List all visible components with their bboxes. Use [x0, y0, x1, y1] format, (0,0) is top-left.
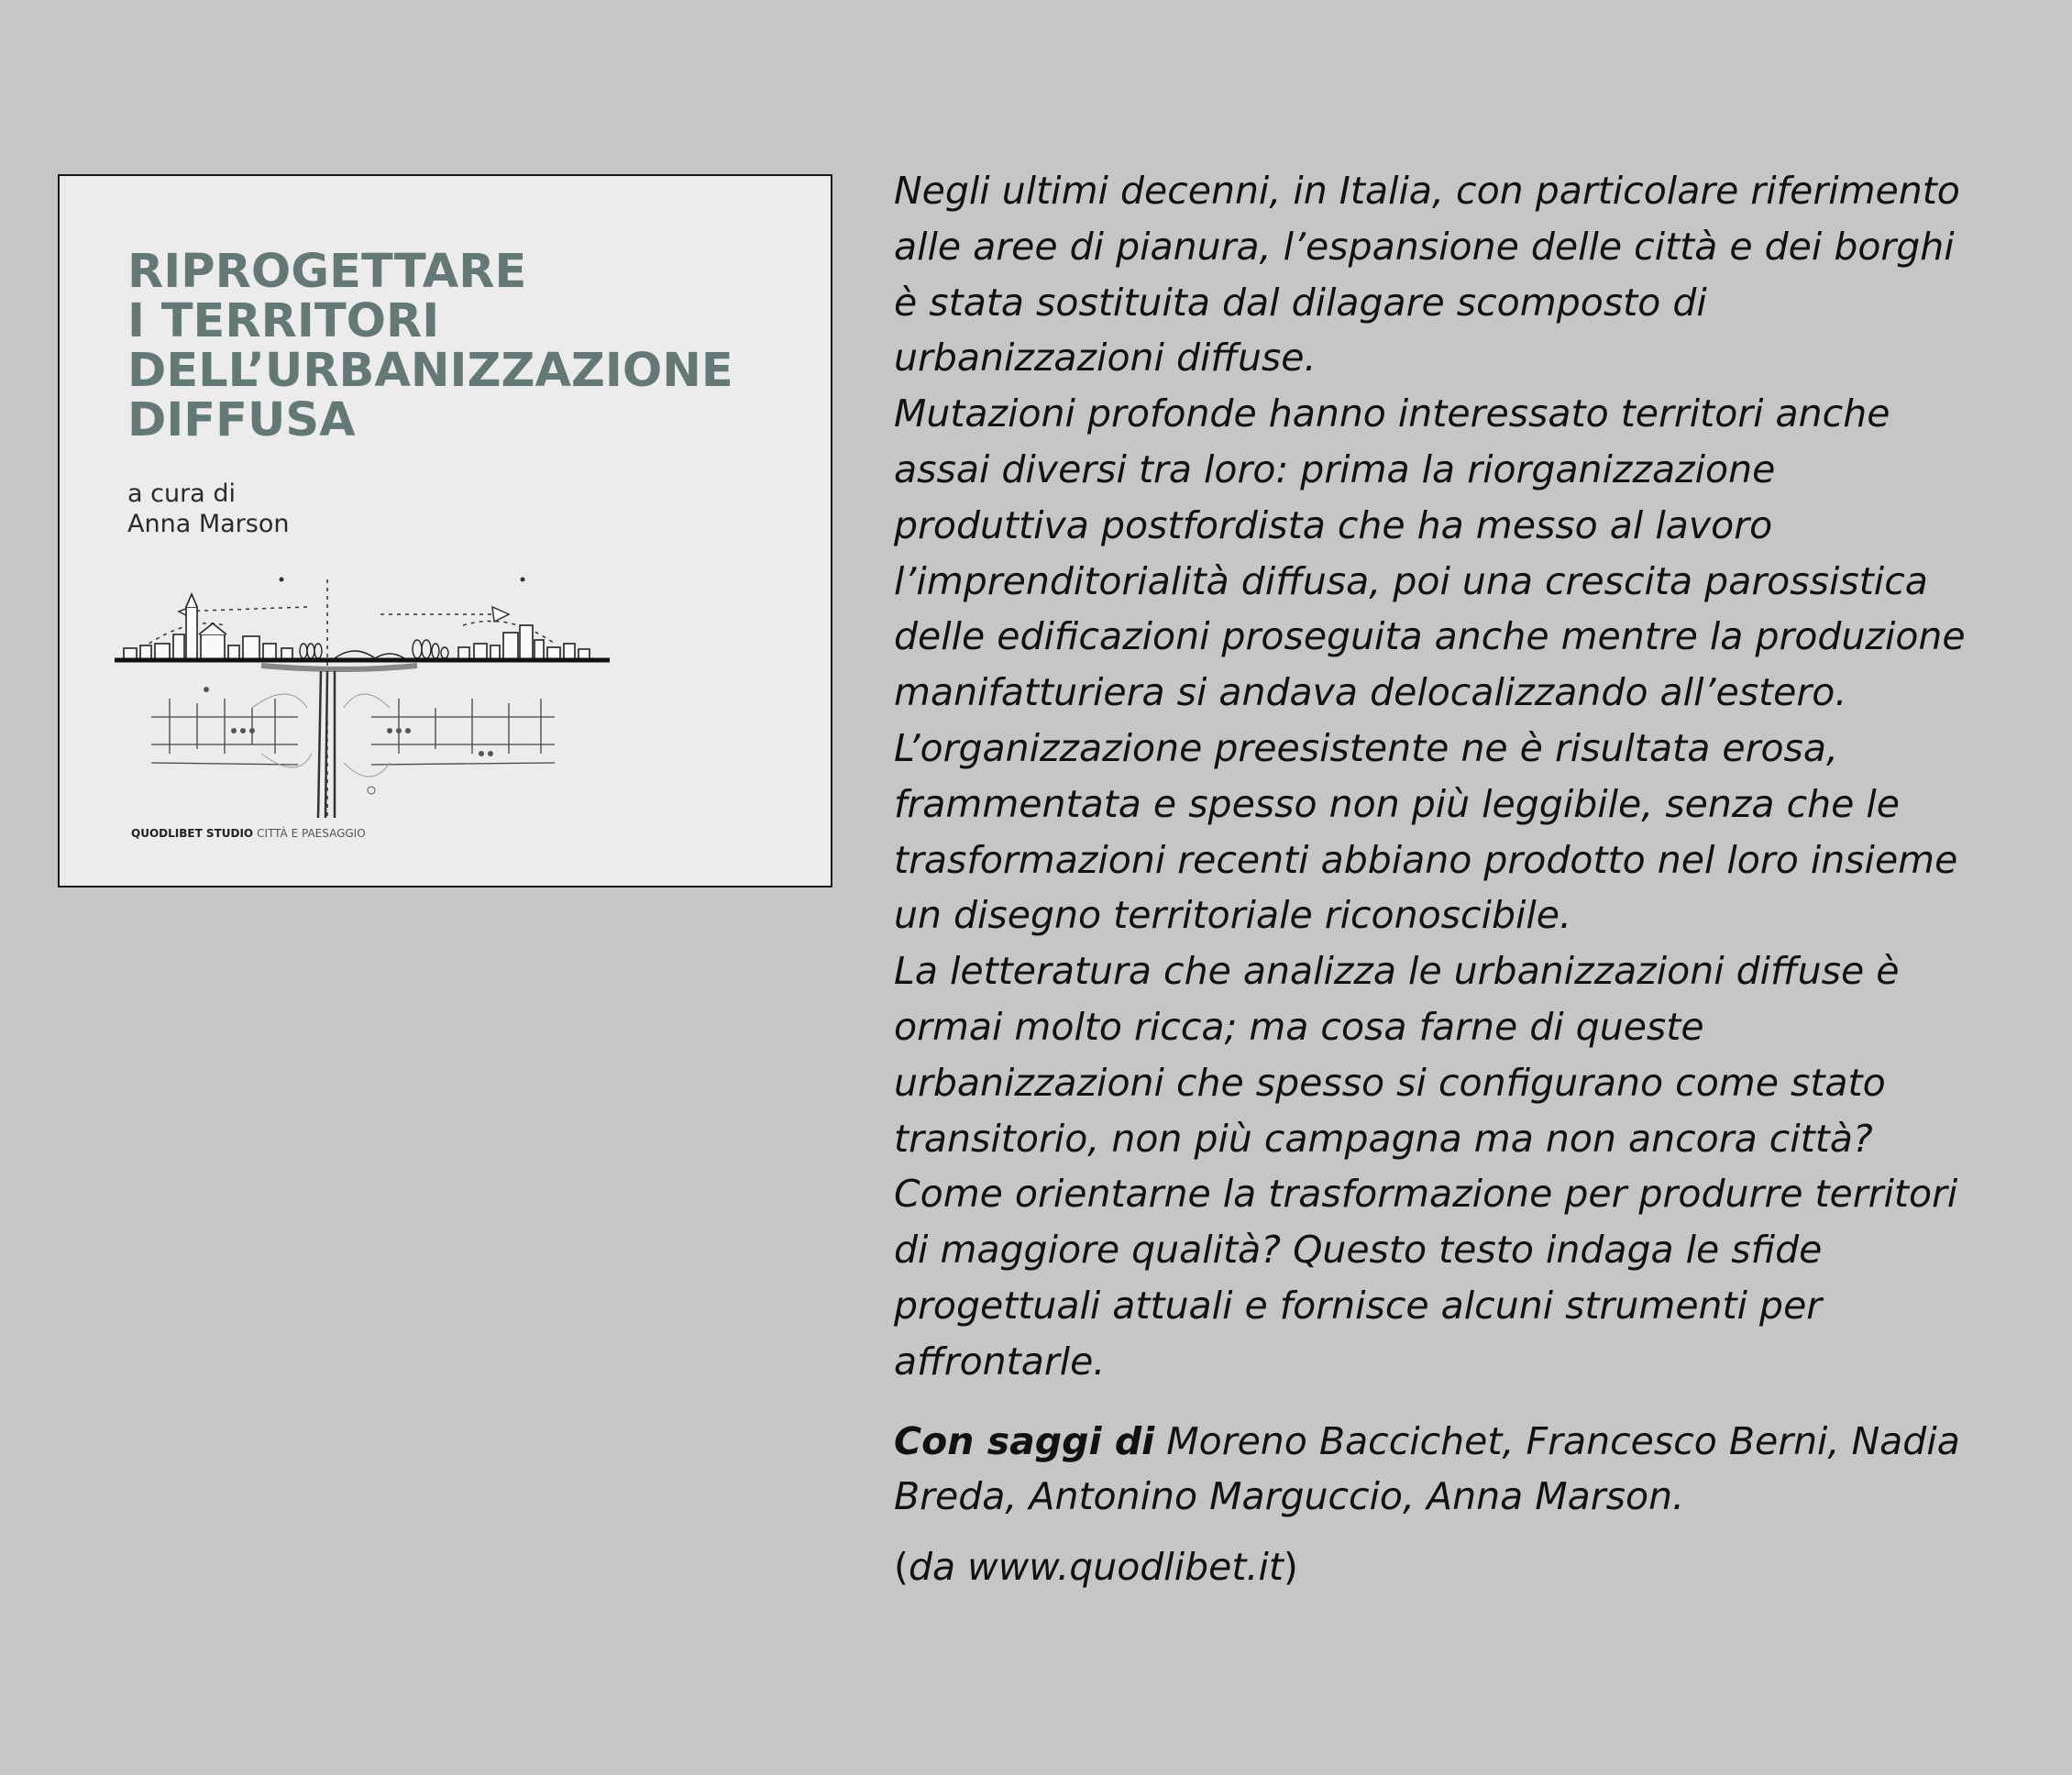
description-line: manifatturiera si andava delocalizzando all’estero. [894, 670, 1847, 715]
description-line: L’organizzazione preesistente ne è risultata erosa, [894, 725, 1839, 770]
description-line: delle edificazioni proseguita anche mentre la produzione [894, 614, 1966, 659]
description-line: transitorio, non più campagna ma non ancora città? [894, 1116, 1873, 1161]
description-line: frammentata e spesso non più leggibile, senza che le [894, 781, 1900, 826]
contributors-names-cont: Breda, Antonino Marguccio, Anna Marson. [894, 1474, 1685, 1519]
description-line: è stata sostituita dal dilagare scomposto di [894, 280, 1707, 325]
book-description [894, 163, 2012, 1595]
cover-title-line: I TERRITORI [127, 294, 440, 348]
description-line: Negli ultimi decenni, in Italia, con particolare riferimento [894, 169, 1960, 213]
cover-editor [127, 479, 289, 539]
cover-title-line: DIFFUSA [127, 393, 356, 447]
description-line: ormai molto ricca; ma cosa farne di queste [894, 1004, 1704, 1049]
editor-label: a cura di [127, 480, 236, 508]
source-close-paren: ) [1283, 1545, 1298, 1590]
description-paragraphs [894, 163, 2012, 1390]
cover-publisher [131, 827, 366, 840]
cover-title-line: RIPROGETTARE [127, 245, 527, 299]
contributors [894, 1414, 2012, 1526]
description-line: urbanizzazioni diffuse. [894, 336, 1317, 380]
source-credit [894, 1539, 2012, 1595]
cover-title [127, 245, 733, 447]
editor-name: Anna Marson [127, 510, 290, 538]
cover-illustration [115, 570, 775, 888]
description-line: urbanizzazioni che spesso si configurano come stato [894, 1060, 1886, 1105]
description-line: produttiva postfordista che ha messo al lavoro [894, 502, 1773, 547]
description-line: un disegno territoriale riconoscibile. [894, 893, 1572, 938]
cover-title-line: DELL’URBANIZZAZIONE [127, 344, 733, 398]
description-line: Mutazioni profonde hanno interessato territori anche [894, 391, 1890, 436]
book-cover [58, 174, 832, 888]
description-line: affrontarle. [894, 1339, 1106, 1384]
description-line: l’imprenditorialità diffusa, poi una crescita parossistica [894, 558, 1928, 603]
description-line: La letteratura che analizza le urbanizzazioni diffuse è [894, 949, 1900, 994]
source-text: da www.quodlibet.it [909, 1545, 1284, 1590]
description-line: assai diversi tra loro: prima la riorganizzazione [894, 447, 1776, 491]
description-line: trasformazioni recenti abbiano prodotto nel loro insieme [894, 837, 1958, 882]
series-name: CITTÀ E PAESAGGIO [257, 827, 366, 840]
contributors-names: Moreno Baccichet, Francesco Berni, Nadia [1166, 1418, 1960, 1463]
description-line: progettuali attuali e fornisce alcuni strumenti per [894, 1283, 1823, 1328]
contributors-lead: Con saggi di [894, 1418, 1155, 1463]
publisher-name: QUODLIBET STUDIO [131, 827, 254, 840]
source-line [894, 1539, 2012, 1595]
description-line: Come orientarne la trasformazione per produrre territori [894, 1172, 1958, 1217]
source-open-paren: ( [894, 1545, 909, 1590]
contributors-line [894, 1414, 2012, 1470]
description-line: alle aree di pianura, l’espansione delle città e dei borghi [894, 224, 1955, 269]
description-line: di maggiore qualità? Questo testo indaga le sfide [894, 1228, 1823, 1273]
